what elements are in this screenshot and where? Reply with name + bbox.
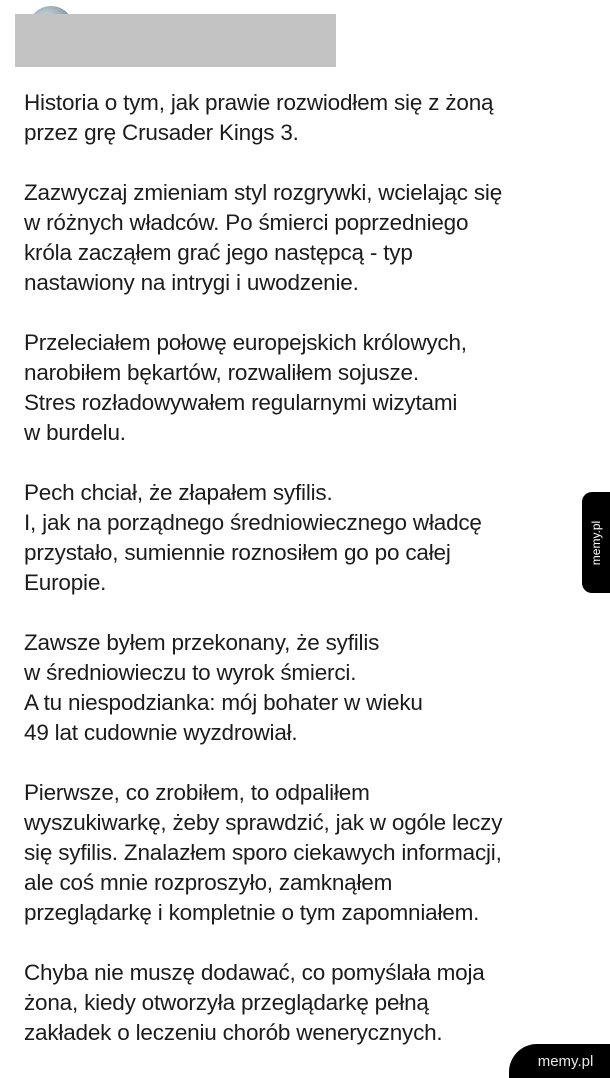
paragraph [24, 88, 594, 148]
text-line: Zazwyczaj zmieniam styl rozgrywki, wcielając się [24, 180, 503, 205]
text-line: się syfilis. Znalazłem sporo ciekawych informacji, [24, 840, 502, 865]
text-line: żona, kiedy otworzyła przeglądarkę pełną [24, 990, 429, 1015]
text-line: przystało, sumiennie roznosiłem go po całej [24, 540, 451, 565]
text-line: nastawiony na intrygi i uwodzenie. [24, 270, 359, 295]
text-line: w różnych władców. Po śmierci poprzedniego [24, 210, 469, 235]
paragraph [24, 958, 594, 1048]
watermark-label: memy.pl [589, 520, 603, 565]
text-line: Europie. [24, 570, 107, 595]
text-line: 49 lat cudownie wyzdrowiał. [24, 720, 298, 745]
paragraph [24, 628, 594, 748]
text-line: Stres rozładowywałem regularnymi wizytami [24, 390, 458, 415]
text-line: w burdelu. [24, 420, 126, 445]
story-text [24, 88, 594, 1078]
text-line: wyszukiwarkę, żeby sprawdzić, jak w ogóle leczy [24, 810, 503, 835]
corner-watermark [509, 1044, 610, 1078]
text-line: w średniowieczu to wyrok śmierci. [24, 660, 357, 685]
text-line: narobiłem bękartów, rozwaliłem sojusze. [24, 360, 419, 385]
text-line: ale coś mnie rozproszyło, zamknąłem [24, 870, 393, 895]
side-watermark [582, 492, 610, 593]
text-line: Zawsze byłem przekonany, że syfilis [24, 630, 380, 655]
paragraph [24, 178, 594, 298]
text-line: przez grę Crusader Kings 3. [24, 120, 299, 145]
watermark-label: memy.pl [537, 1052, 594, 1070]
text-line: Historia o tym, jak prawie rozwiodłem się z żoną [24, 90, 494, 115]
text-line: zakładek o leczeniu chorób wenerycznych. [24, 1020, 443, 1045]
text-line: Chyba nie muszę dodawać, co pomyślała moja [24, 960, 485, 985]
paragraph [24, 328, 594, 448]
text-line: przeglądarkę i kompletnie o tym zapomniałem. [24, 900, 480, 925]
text-line: króla zacząłem grać jego następcą - typ [24, 240, 413, 265]
paragraph [24, 478, 594, 598]
text-line: Przeleciałem połowę europejskich królowych, [24, 330, 467, 355]
text-line: Pierwsze, co zrobiłem, to odpaliłem [24, 780, 370, 805]
paragraph [24, 778, 594, 928]
text-line: I, jak na porządnego średniowiecznego władcę [24, 510, 482, 535]
text-line: A tu niespodzianka: mój bohater w wieku [24, 690, 423, 715]
redacted-author-name [15, 14, 336, 67]
text-line: Pech chciał, że złapałem syfilis. [24, 480, 333, 505]
